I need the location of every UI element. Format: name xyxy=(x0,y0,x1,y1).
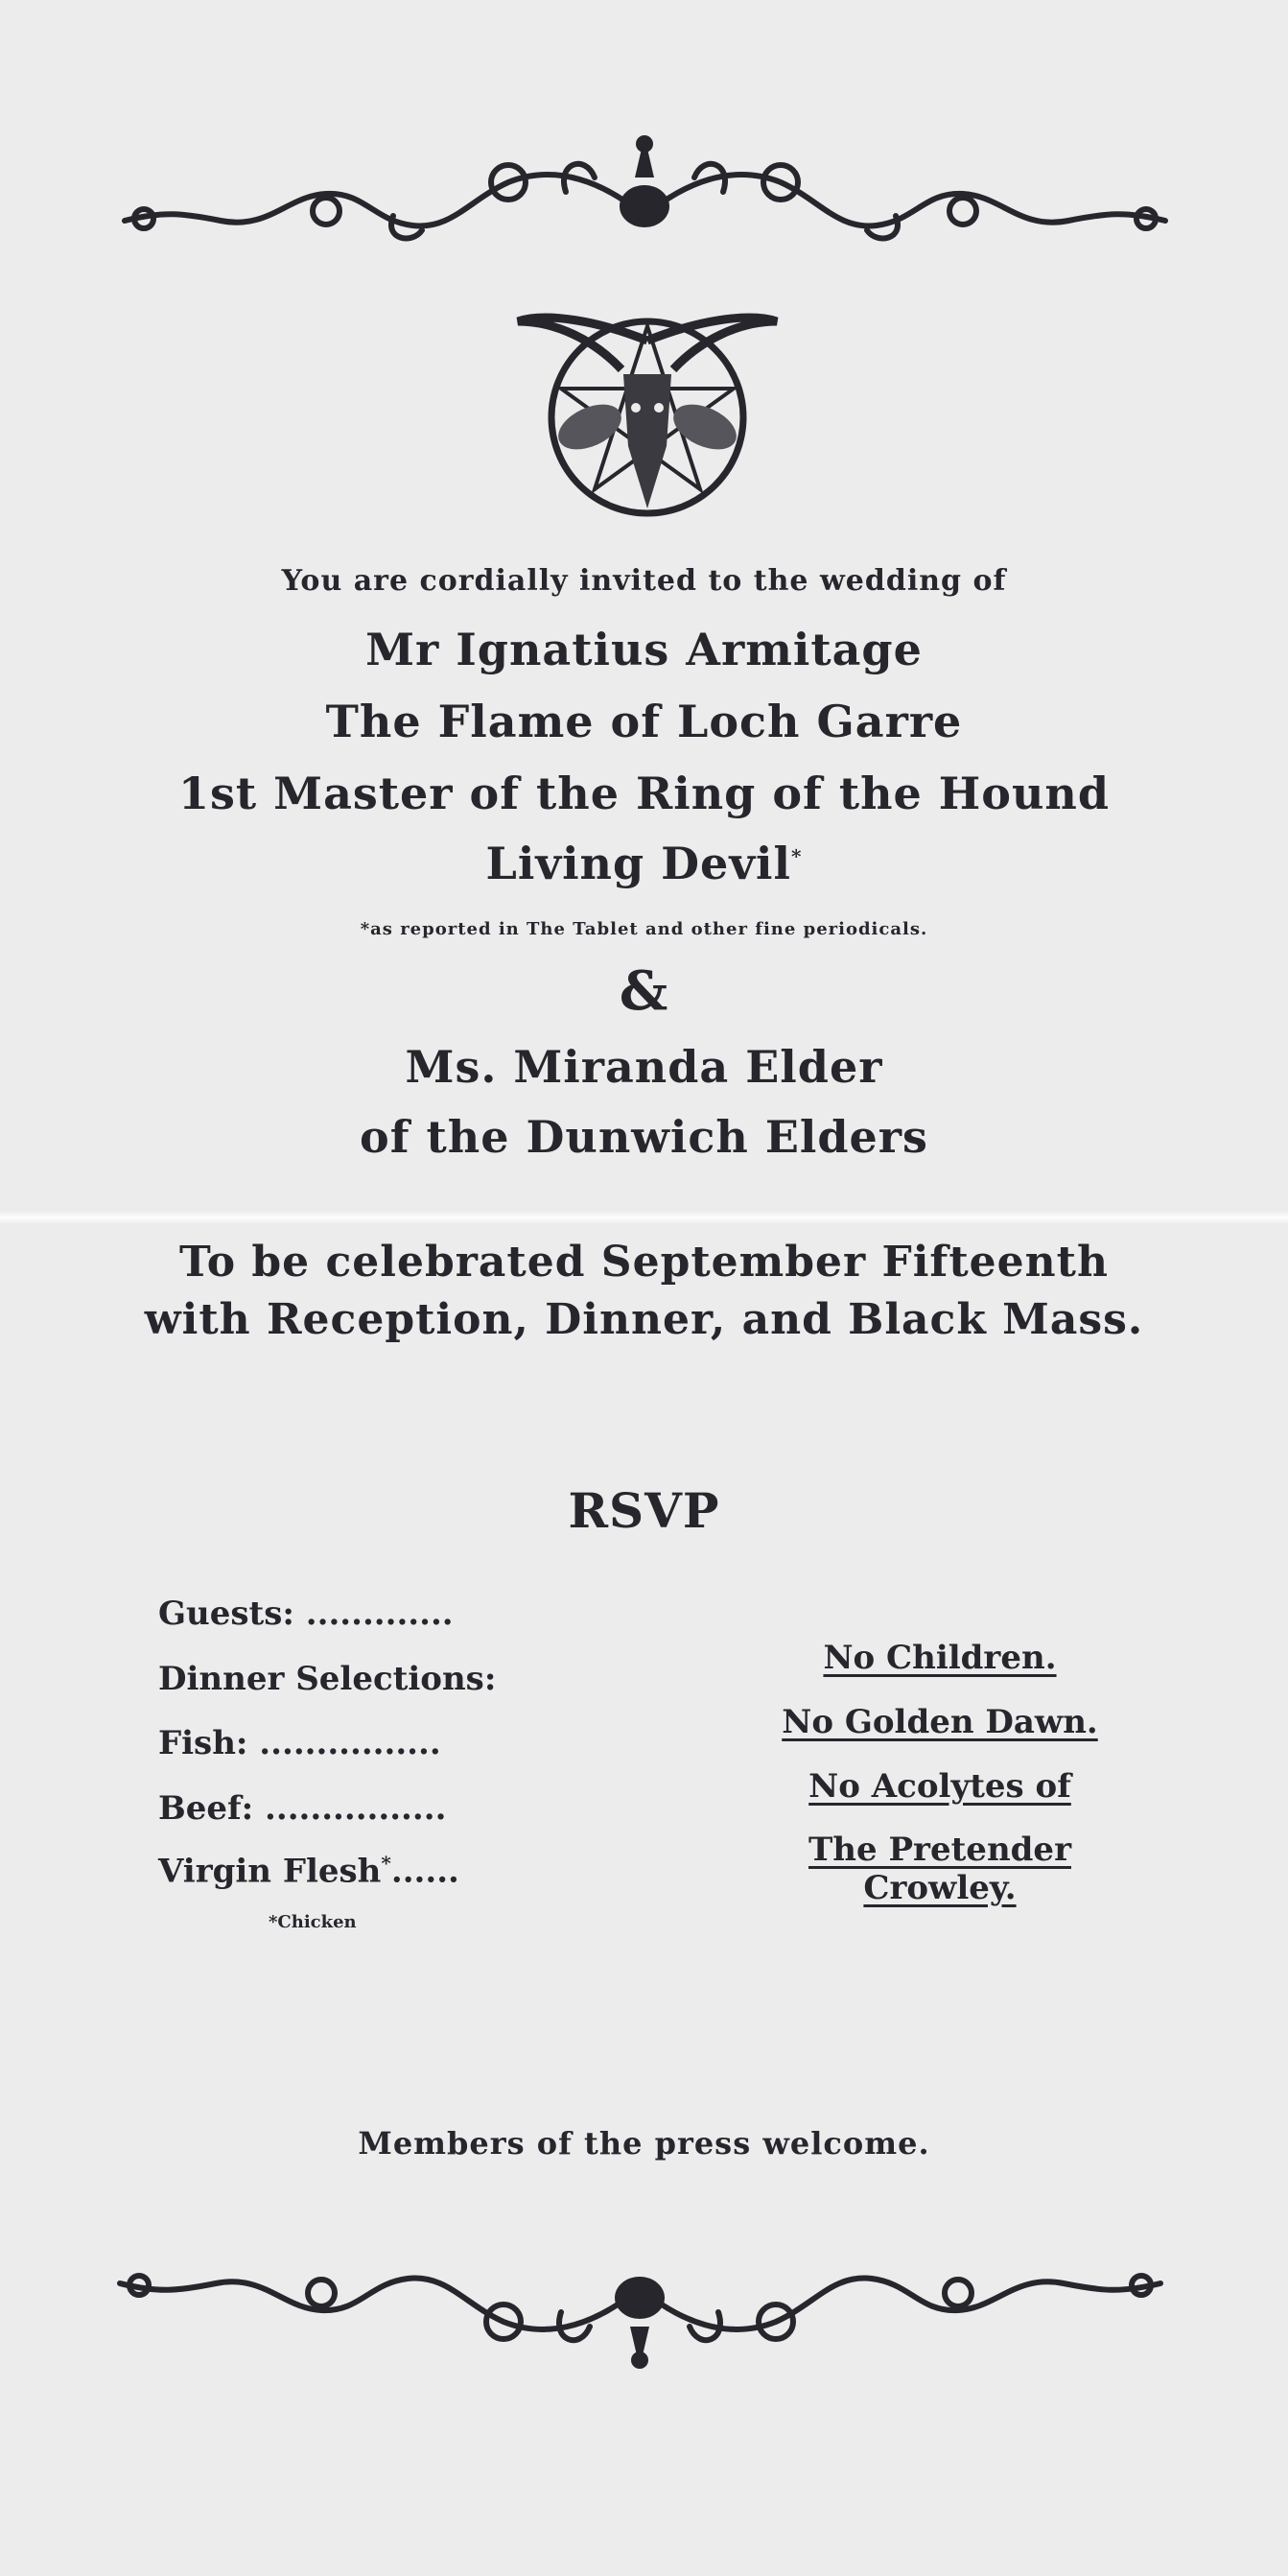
groom-title-3 xyxy=(0,838,1288,889)
celebration-line-1: To be celebrated September Fifteenth xyxy=(179,1238,1109,1287)
groom-title-2: 1st Master of the Ring of the Hound xyxy=(178,768,1110,819)
ampersand: & xyxy=(619,959,669,1023)
chicken-note: *Chicken xyxy=(269,1912,357,1932)
fish-line: Fish: ................ xyxy=(158,1724,441,1762)
bottom-scroll-ornament-icon xyxy=(101,2245,1180,2399)
top-scroll-ornament-icon xyxy=(105,125,1184,259)
groom-name: Mr Ignatius Armitage xyxy=(365,624,923,675)
rule-no-children: No Children. xyxy=(823,1639,1057,1677)
virgin-flesh-text: Virgin Flesh xyxy=(158,1852,382,1891)
paper-fold-crease xyxy=(0,1211,1288,1224)
rule-no-acolytes: No Acolytes of xyxy=(808,1767,1071,1806)
groom-title-3-text: Living Devil xyxy=(485,838,791,889)
rule-no-golden-dawn: No Golden Dawn. xyxy=(782,1703,1098,1741)
guests-line: Guests: ............. xyxy=(158,1595,454,1633)
bride-family: of the Dunwich Elders xyxy=(360,1111,928,1163)
virgin-flesh-mark: * xyxy=(381,1852,391,1875)
press-note: Members of the press welcome. xyxy=(358,2125,930,2162)
intro-line: You are cordially invited to the wedding of xyxy=(281,564,1007,598)
beef-line: Beef: ................ xyxy=(158,1789,447,1828)
goat-pentagram-emblem-icon xyxy=(508,302,786,523)
rule-pretender-crowley: The Pretender Crowley. xyxy=(808,1831,1071,1907)
rsvp-heading: RSVP xyxy=(568,1482,720,1539)
dinner-selections-line: Dinner Selections: xyxy=(158,1660,497,1698)
celebration-line-2: with Reception, Dinner, and Black Mass. xyxy=(144,1295,1144,1344)
groom-title-3-mark: * xyxy=(791,844,803,868)
virgin-flesh-line xyxy=(158,1852,459,1890)
virgin-flesh-dots: ...... xyxy=(390,1852,459,1891)
bride-name: Ms. Miranda Elder xyxy=(405,1041,883,1093)
footnote: *as reported in The Tablet and other fine periodicals. xyxy=(360,919,928,939)
groom-title-1: The Flame of Loch Garre xyxy=(325,696,963,747)
